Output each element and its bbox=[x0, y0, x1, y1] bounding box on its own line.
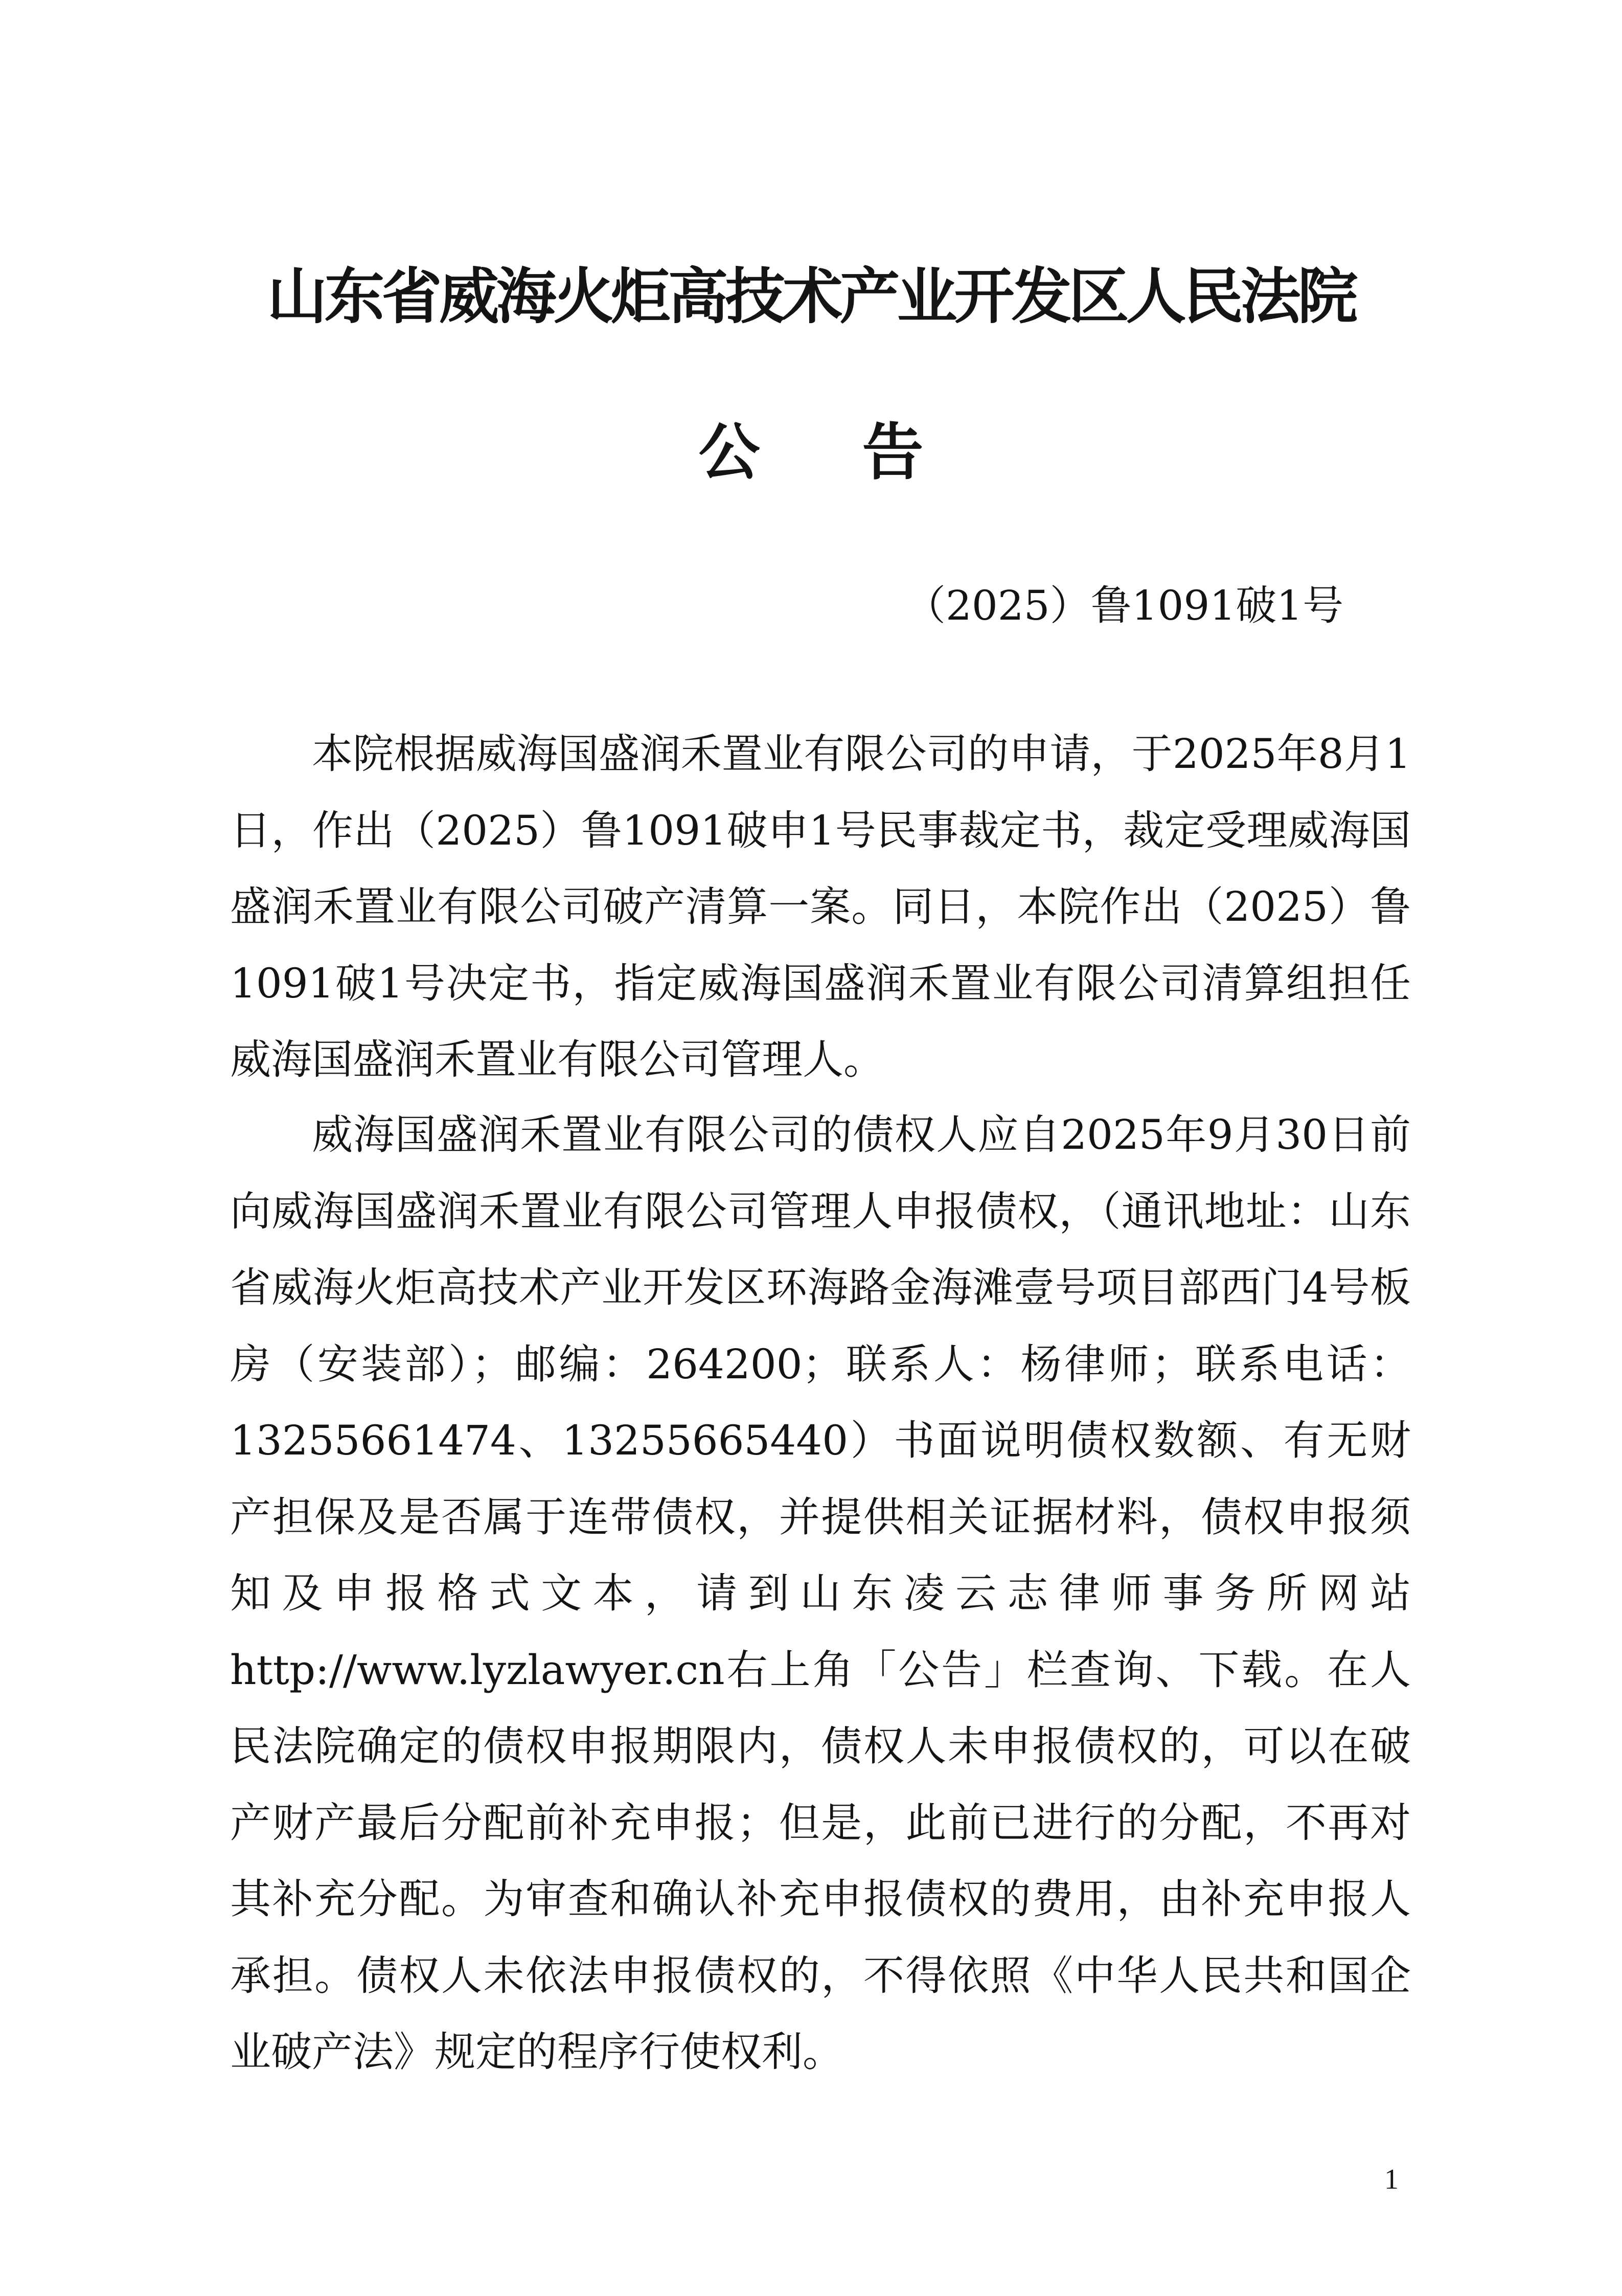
court-name-heading: 山东省威海火炬高技术产业开发区人民法院 bbox=[267, 261, 1355, 332]
page-number: 1 bbox=[1384, 2164, 1399, 2195]
case-number: （2025）鲁1091破1号 bbox=[905, 582, 1344, 629]
paragraph-acceptance: 本院根据威海国盛润禾置业有限公司的申请，于2025年8月1日，作出（2025）鲁1091破申1号民事裁定书，裁定受理威海国盛润禾置业有限公司破产清算一案。同日，本院作出（2025）鲁1091破1号决定书，指定威海国盛润禾置业有限公司清算组担任威海国盛润禾置业有限公司管理人。 bbox=[230, 730, 1411, 1083]
paragraph-claim-declaration: 威海国盛润禾置业有限公司的债权人应自2025年9月30日前向威海国盛润禾置业有限公司管理人申报债权，（通讯地址：山东省威海火炬高技术产业开发区环海路金海滩壹号项目部西门4号板房（安装部）；邮编：264200；联系人：杨律师；联系电话：13255661474、13255665440）书面说明债权数额、有无财产担保及是否属于连带债权，并提供相关证据材料，债权申报须知及申报格式文本，请到山东凌云志律师事务所网站http://www.lyzlawyer.cn右上角「公告」栏查询、下载。在人民法院确定的债权申报期限内，债权人未申报债权的，可以在破产财产最后分配前补充申报；但是，此前已进行的分配，不再对其补充分配。为审查和确认补充申报债权的费用，由补充申报人承担。债权人未依法申报债权的，不得依照《中华人民共和国企业破产法》规定的程序行使权利。 bbox=[230, 1111, 1411, 2076]
announcement-title-char-1: 公 bbox=[698, 416, 760, 488]
announcement-title bbox=[0, 414, 1622, 491]
announcement-title-char-2: 告 bbox=[862, 416, 924, 488]
